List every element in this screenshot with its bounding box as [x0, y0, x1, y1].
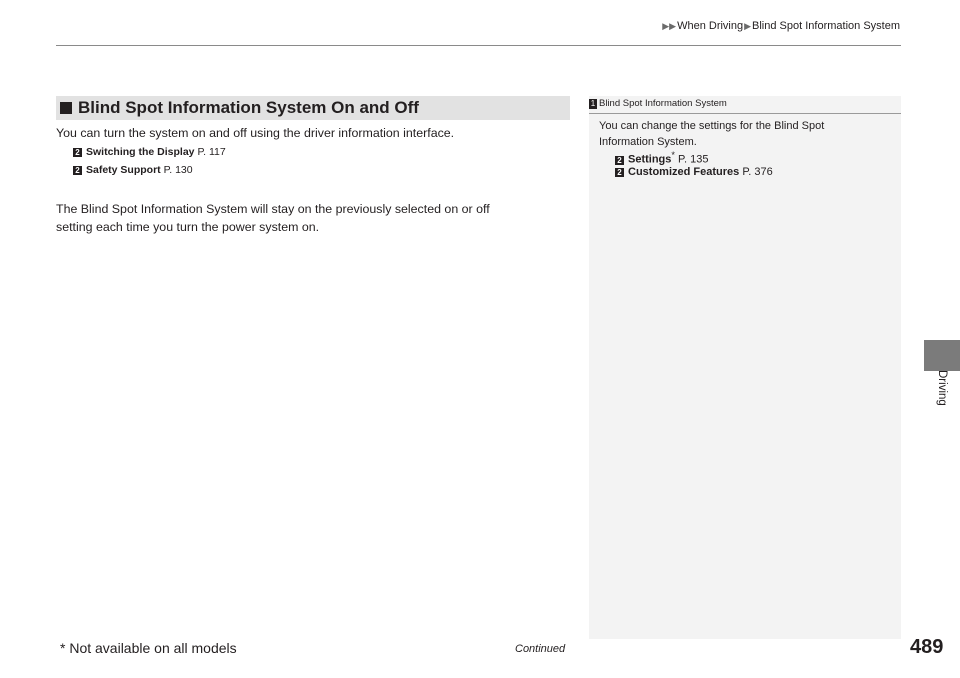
triangle-right-icon: ▶▶ [662, 21, 677, 31]
breadcrumb [661, 20, 900, 32]
sidebar-line: Information System. [599, 136, 697, 148]
breadcrumb-item[interactable]: Blind Spot Information System [752, 20, 900, 32]
sidebar-line: You can change the settings for the Blind Spot [599, 120, 825, 132]
reference-arrow-icon: 2 [73, 148, 82, 157]
cross-reference[interactable] [73, 164, 193, 176]
cross-reference[interactable] [615, 150, 708, 166]
sidebar-heading [589, 96, 901, 114]
reference-arrow-icon: 2 [615, 168, 624, 177]
paragraph-line: The Blind Spot Information System will stay on the previously selected on or off [56, 202, 490, 216]
sidebar-note [589, 96, 901, 639]
reference-page[interactable]: P. 130 [163, 164, 193, 176]
sidebar-heading-text: Blind Spot Information System [599, 98, 727, 109]
reference-label[interactable]: Customized Features [628, 166, 740, 178]
footnote: * Not available on all models [60, 640, 237, 656]
paragraph: You can turn the system on and off using the driver information interface. [56, 126, 455, 140]
section-title: Blind Spot Information System On and Off [78, 98, 419, 117]
section-heading [56, 96, 570, 120]
reference-arrow-icon: 2 [73, 166, 82, 175]
footnote-star: * [671, 150, 675, 160]
reference-label[interactable]: Settings [628, 153, 672, 166]
breadcrumb-item[interactable]: When Driving [677, 20, 744, 32]
reference-label[interactable]: Switching the Display [86, 146, 195, 158]
paragraph-line: setting each time you turn the power system on. [56, 220, 320, 234]
reference-page[interactable]: P. 135 [678, 153, 709, 166]
reference-arrow-icon: 2 [615, 156, 624, 165]
page-number: 489 [910, 636, 944, 658]
square-bullet-icon [60, 102, 72, 114]
chapter-tab-label: Driving [936, 370, 948, 406]
continued-label: Continued [515, 643, 566, 655]
header-divider [56, 45, 901, 46]
note-number: 1 [590, 99, 596, 108]
reference-page[interactable]: P. 376 [742, 166, 773, 178]
reference-page[interactable]: P. 117 [197, 146, 226, 158]
chapter-tab[interactable] [924, 340, 960, 371]
triangle-right-icon: ▶ [744, 21, 752, 31]
sidebar-text [599, 118, 889, 150]
reference-label[interactable]: Safety Support [86, 164, 161, 176]
cross-reference[interactable] [73, 146, 226, 158]
cross-reference[interactable] [615, 166, 773, 178]
